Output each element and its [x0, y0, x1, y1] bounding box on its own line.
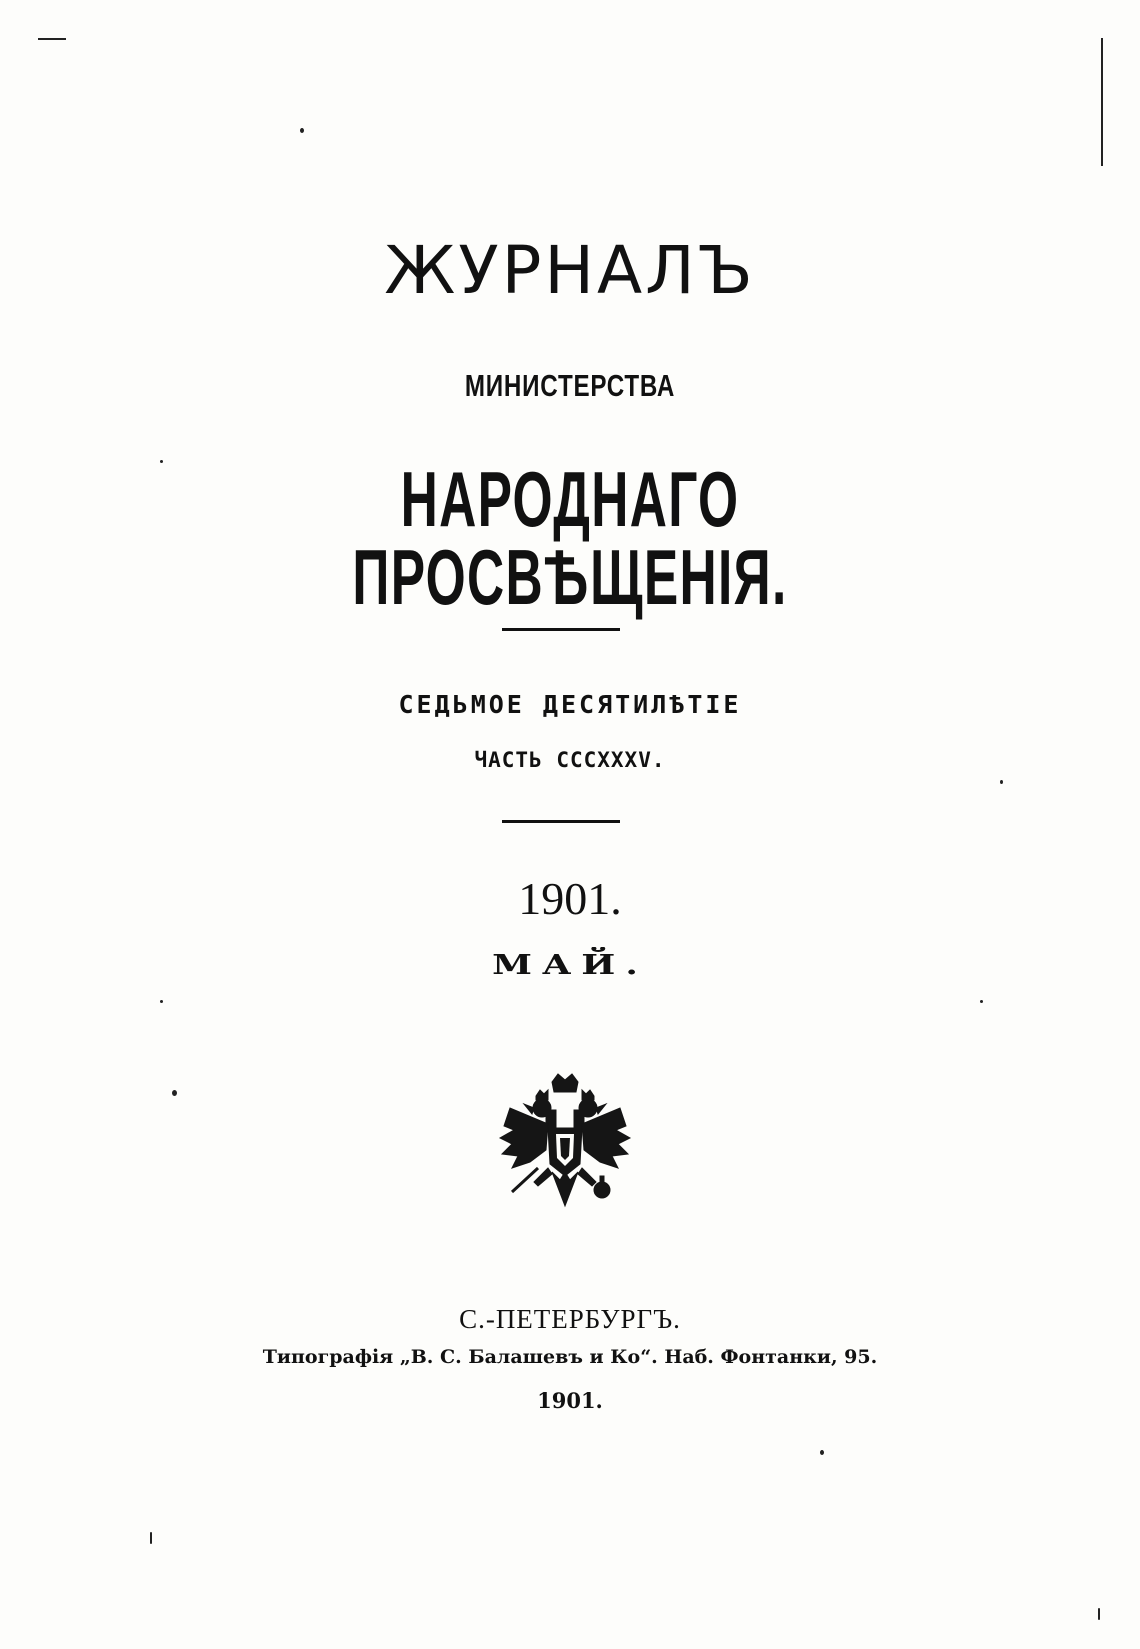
- scan-edge-right: [1101, 38, 1103, 166]
- part-line: ЧАСТЬ СССХХХV.: [474, 748, 666, 772]
- journal-title: ЖУРНАЛЪ: [384, 232, 756, 309]
- enlightenment-line: НАРОДНАГО ПРОСВѢЩЕНІЯ.: [352, 455, 788, 621]
- ministry-line: МИНИСТЕРСТВА: [464, 368, 676, 403]
- divider-rule-bottom: [502, 820, 620, 823]
- issue-year: 1901.: [518, 873, 622, 924]
- imprint-city: С.-ПЕТЕРБУРГЪ.: [459, 1304, 681, 1334]
- scan-speck: [300, 128, 304, 133]
- divider-rule-top: [502, 628, 620, 631]
- scan-edge-top: [38, 38, 66, 40]
- scan-speck: [820, 1450, 824, 1455]
- imprint-year: 1901.: [537, 1388, 603, 1413]
- scan-speck: [980, 1000, 983, 1003]
- imprint-printer: Типографія „В. С. Балашевъ и Ко“. Наб. Фонтанки, 95.: [262, 1346, 878, 1368]
- scan-speck: [160, 460, 163, 463]
- issue-month: МАЙ.: [492, 949, 648, 981]
- scan-speck: [172, 1090, 177, 1096]
- scan-speck: [1000, 780, 1003, 784]
- scan-speck: [150, 1532, 152, 1544]
- scan-speck: [160, 1000, 163, 1003]
- scan-speck: [1098, 1608, 1100, 1620]
- decade-line: СЕДЬМОЕ ДЕСЯТИЛѢТІЕ: [398, 690, 742, 719]
- double-headed-eagle-icon: [490, 1072, 640, 1222]
